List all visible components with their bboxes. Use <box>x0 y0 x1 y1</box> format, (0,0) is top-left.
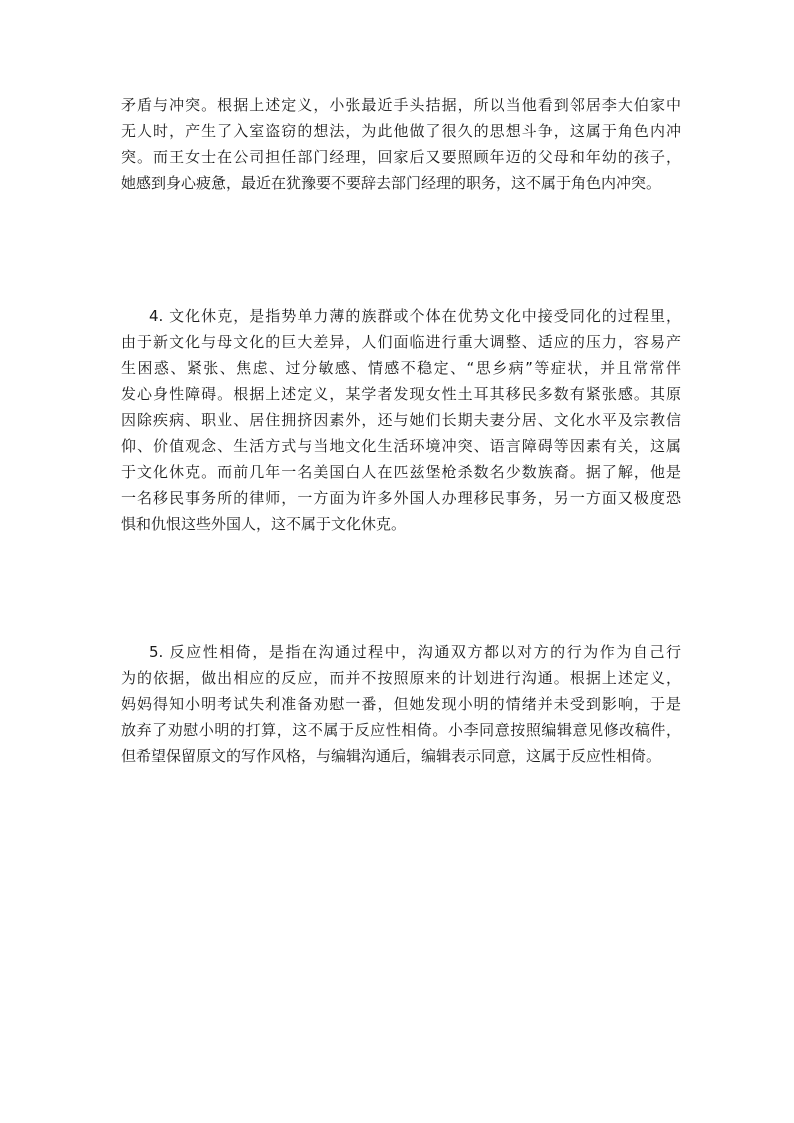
text-line: 由于新文化与母文化的巨大差异，人们面临进行重大调整、适应的压力，容易产 <box>121 333 681 351</box>
text-line: 一名移民事务所的律师，一方面为许多外国人办理移民事务，另一方面又极度恐 <box>121 489 681 507</box>
text-line: 因除疾病、职业、居住拥挤因素外，还与她们长期夫妻分居、文化水平及宗教信 <box>121 411 681 429</box>
text-line: 4. 文化休克，是指势单力薄的族群或个体在优势文化中接受同化的过程里， <box>149 307 681 325</box>
text-line: 生困惑、紧张、焦虑、过分敏感、情感不稳定、“思乡病”等症状，并且常常伴 <box>121 359 681 377</box>
text-line: 为的依据，做出相应的反应，而并不按照原来的计划进行沟通。根据上述定义， <box>121 669 681 687</box>
text-line: 仰、价值观念、生活方式与当地文化生活环境冲突、语言障碍等因素有关，这属 <box>121 437 681 455</box>
text-line: 妈妈得知小明考试失利准备劝慰一番，但她发现小明的情绪并未受到影响，于是 <box>121 695 681 713</box>
text-line: 矛盾与冲突。根据上述定义，小张最近手头拮据，所以当他看到邻居李大伯家中 <box>121 96 681 114</box>
text-line: 无人时，产生了入室盗窃的想法，为此他做了很久的思想斗争，这属于角色内冲 <box>121 122 681 140</box>
text-line: 惧和仇恨这些外国人，这不属于文化休克。 <box>121 515 407 533</box>
paragraph-reactive-contingency <box>121 639 681 769</box>
text-line: 放弃了劝慰小明的打算，这不属于反应性相倚。小李同意按照编辑意见修改稿件， <box>121 721 681 739</box>
paragraph-culture-shock <box>121 303 681 537</box>
paragraph-role-conflict-continued <box>121 92 681 196</box>
text-line: 她感到身心疲惫，最近在犹豫要不要辞去部门经理的职务，这不属于角色内冲突。 <box>121 174 662 192</box>
text-line: 但希望保留原文的写作风格，与编辑沟通后，编辑表示同意，这属于反应性相倚。 <box>121 747 662 765</box>
text-line: 于文化休克。而前几年一名美国白人在匹兹堡枪杀数名少数族裔。据了解，他是 <box>121 463 681 481</box>
text-line: 突。而王女士在公司担任部门经理，回家后又要照顾年迈的父母和年幼的孩子， <box>121 148 681 166</box>
text-line: 发心身性障碍。根据上述定义，某学者发现女性土耳其移民多数有紧张感。其原 <box>121 385 681 403</box>
text-line: 5. 反应性相倚，是指在沟通过程中，沟通双方都以对方的行为作为自己行 <box>149 643 681 661</box>
